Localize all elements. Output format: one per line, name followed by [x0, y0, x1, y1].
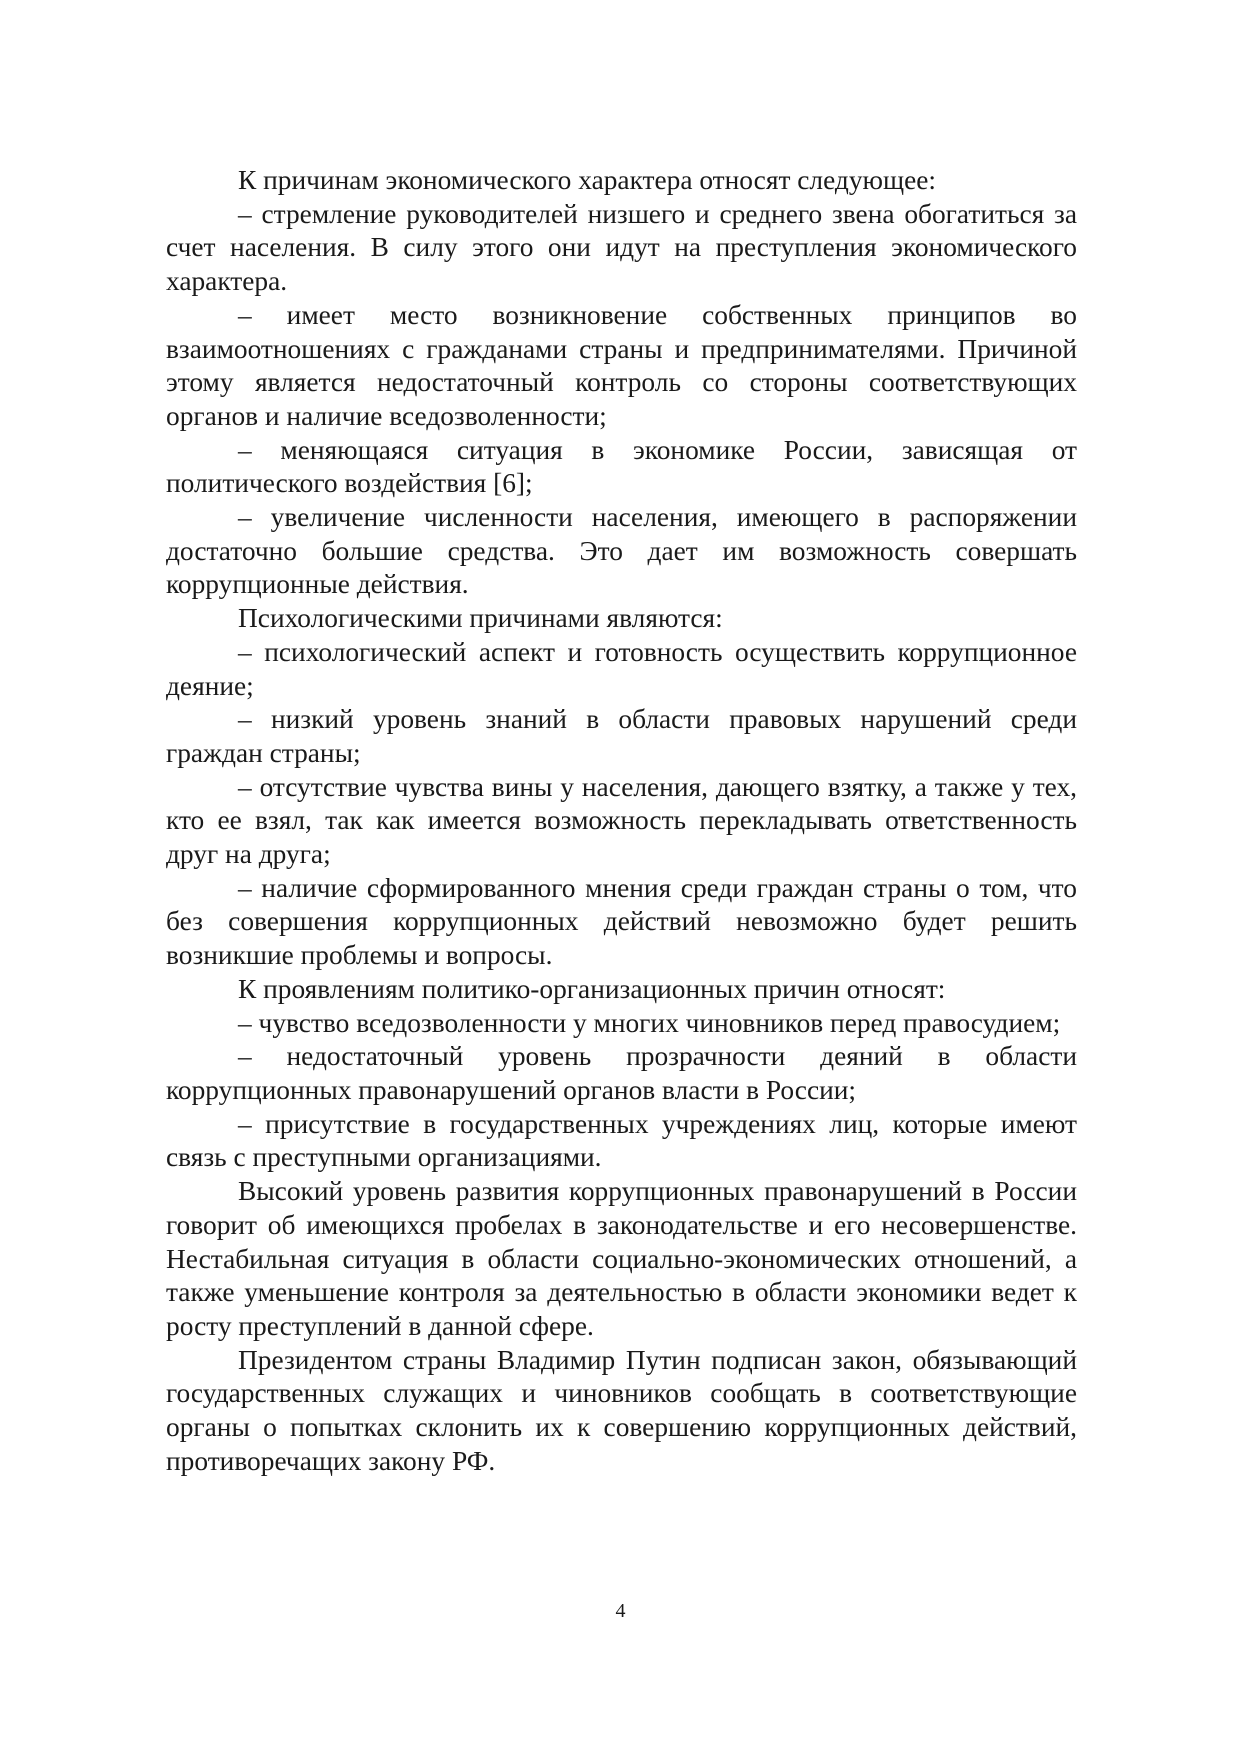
paragraph: К проявлениям политико-организационных причин относят: [238, 973, 946, 1004]
paragraph: Высокий уровень развития коррупционных правонарушений в России говорит об имеющихся пробелах в законодательстве и его несовершенстве. Нестабильная ситуация в области социально-экономических отношений, а также уменьшение контроля за деятельностью в области экономики ведет к росту преступлений в данной сфере. [166, 1176, 1077, 1341]
page-number: 4 [615, 1600, 626, 1622]
paragraph: – наличие сформированного мнения среди граждан страны о том, что без совершения коррупционных действий невозможно будет решить возникшие проблемы и вопросы. [166, 872, 1077, 971]
paragraph: – низкий уровень знаний в области правовых нарушений среди граждан страны; [166, 704, 1077, 768]
paragraph: – недостаточный уровень прозрачности деяний в области коррупционных правонарушений органов власти в России; [166, 1041, 1077, 1105]
paragraph: – увеличение численности населения, имеющего в распоряжении достаточно большие средства. Это дает им возможность совершать коррупционные действия. [166, 502, 1077, 600]
paragraph: Президентом страны Владимир Путин подписан закон, обязывающий государственных служащих и чиновников сообщать в соответствующие органы о попытках склонить их к совершению коррупционных действий, противоречащих закону РФ. [166, 1344, 1077, 1476]
paragraph: – чувство вседозволенности у многих чиновников перед правосудием; [238, 1007, 1061, 1038]
paragraph: – имеет место возникновение собственных принципов во взаимоотношениях с гражданами страны и предпринимателями. Причиной этому является недостаточный контроль со стороны соответствующих органов и наличие вседозволенности; [166, 299, 1077, 431]
paragraph: К причинам экономического характера относят следующее: [238, 165, 936, 195]
paragraph: Психологическими причинами являются: [238, 603, 723, 634]
paragraph: – меняющаяся ситуация в экономике России, зависящая от политического воздействия [6]; [166, 434, 1077, 499]
paragraph: – отсутствие чувства вины у населения, дающего взятку, а также у тех, кто ее взял, так как имеется возможность перекладывать ответственность друг на друга; [166, 771, 1077, 870]
paragraph: – стремление руководителей низшего и среднего звена обогатиться за счет населения. В силу этого они идут на преступления экономического характера. [166, 198, 1077, 297]
paragraph: – психологический аспект и готовность осуществить коррупционное деяние; [166, 636, 1077, 701]
paragraph: – присутствие в государственных учреждениях лиц, которые имеют связь с преступными организациями. [166, 1108, 1077, 1173]
body-text [166, 164, 1077, 1478]
